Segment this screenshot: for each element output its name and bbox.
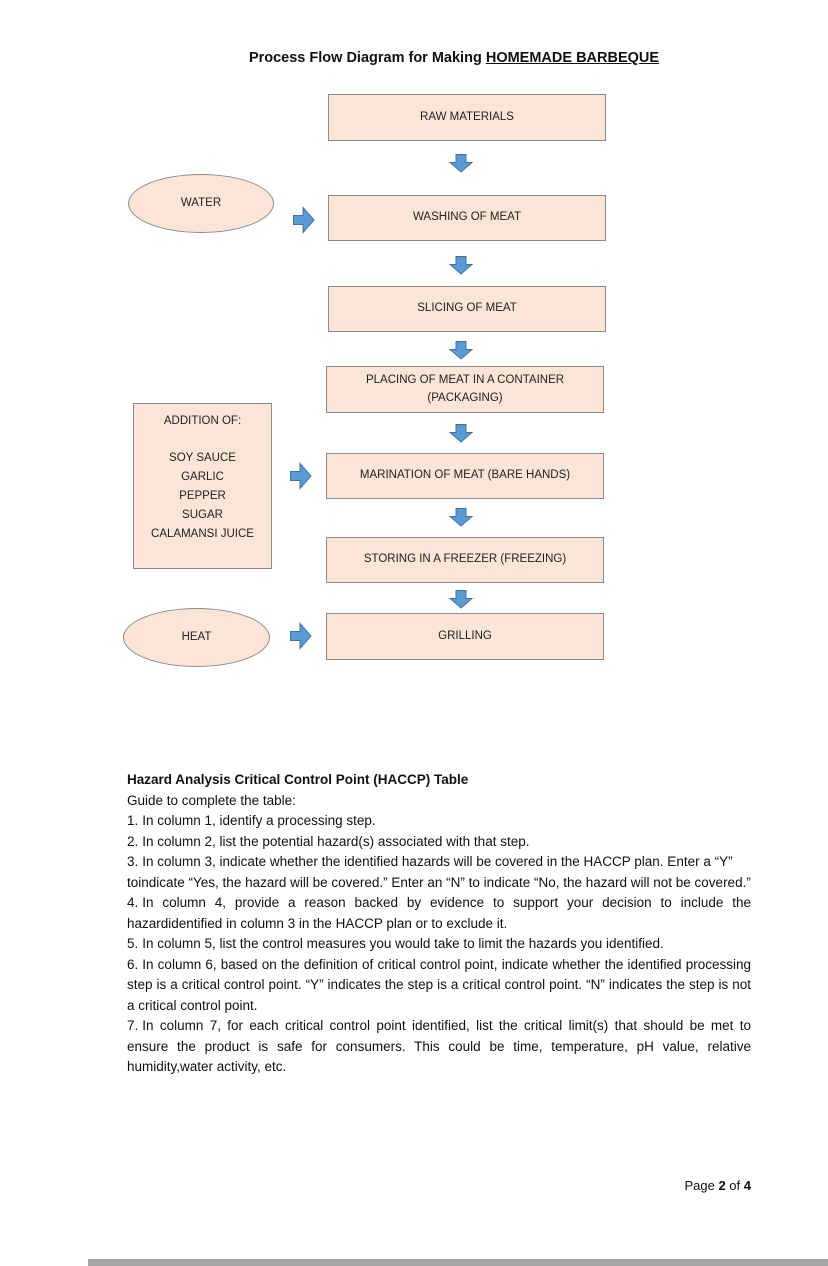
flow-step-storing-in-freezer	[326, 537, 604, 583]
input-addition-box	[133, 403, 272, 569]
item-number: 7.	[127, 1018, 139, 1033]
haccp-item-7	[127, 1016, 751, 1078]
footer-text: of	[725, 1178, 744, 1193]
input-heat-ellipse	[123, 608, 270, 667]
input-label: HEAT	[181, 630, 212, 643]
down-arrow-icon	[449, 154, 473, 173]
right-arrow-icon	[293, 206, 315, 234]
flow-step-label-line2: (PACKAGING)	[427, 391, 503, 404]
item-text: In column 7, for each critical control point identified, list the critical limit(s) that should be met to ensure the product is safe for consumers. This could be time, temperature, pH value, relative humidity,water activity, etc.	[127, 1018, 751, 1074]
item-text: In column 2, list the potential hazard(s) associated with that step.	[142, 833, 530, 849]
footer-text: Page	[684, 1178, 719, 1193]
page-title-prefix: Process Flow Diagram for Making	[248, 50, 486, 66]
flow-step-raw-materials	[328, 94, 606, 141]
haccp-item-1	[127, 811, 751, 832]
flow-step-washing-of-meat	[328, 195, 606, 241]
right-arrow-icon	[290, 622, 312, 650]
addition-item: PEPPER	[179, 490, 226, 503]
flow-step-label: SLICING OF MEAT	[417, 302, 517, 315]
item-number: 1.	[127, 813, 139, 828]
item-text: In column 4, provide a reason backed by evidence to support your decision to include the hazardidentified in column 3 in the HACCP plan or to exclude it.	[127, 895, 751, 931]
footer-current-page: 2	[718, 1178, 726, 1193]
haccp-item-6	[127, 955, 751, 1017]
item-number: 4.	[127, 895, 139, 910]
haccp-subheading: Guide to complete the table:	[127, 792, 296, 808]
right-arrow-icon	[290, 462, 312, 490]
flow-step-marination-of-meat	[326, 453, 604, 499]
flow-step-label: WASHING OF MEAT	[413, 211, 521, 224]
haccp-item-4	[127, 893, 751, 934]
flow-step-grilling	[326, 613, 604, 660]
haccp-guide-section	[127, 770, 751, 1078]
item-text: In column 1, identify a processing step.	[142, 813, 376, 828]
addition-item: CALAMANSI JUICE	[151, 528, 254, 541]
down-arrow-icon	[449, 341, 473, 360]
input-label: WATER	[180, 196, 222, 209]
down-arrow-icon	[449, 256, 473, 275]
haccp-item-5	[127, 934, 751, 955]
haccp-item-3	[127, 852, 751, 893]
flow-step-label: STORING IN A FREEZER (FREEZING)	[363, 553, 567, 566]
page-number-footer	[127, 1178, 751, 1193]
flow-step-slicing-of-meat	[328, 286, 606, 332]
page-title-emphasis: HOMEMADE BARBEQUE	[485, 50, 660, 66]
haccp-heading: Hazard Analysis Critical Control Point (HACCP) Table	[127, 772, 469, 787]
item-text: In column 3, indicate whether the identified hazards will be covered in the HACCP plan. Enter a “Y” toindicate “Yes, the hazard will be covered.” Enter an “N” to indicate “No, the hazard will not be covered.”	[127, 854, 751, 890]
input-water-ellipse	[128, 174, 274, 233]
page-break-edge	[88, 1259, 828, 1266]
haccp-item-2	[127, 832, 751, 853]
down-arrow-icon	[449, 424, 473, 443]
addition-title: ADDITION OF:	[163, 415, 242, 427]
flow-step-label-line1: PLACING OF MEAT IN A CONTAINER	[365, 374, 565, 387]
item-text: In column 5, list the control measures you would take to limit the hazards you identified.	[142, 936, 664, 951]
item-number: 3.	[127, 854, 139, 869]
page-title	[80, 50, 828, 66]
item-text: In column 6, based on the definition of critical control point, indicate whether the identified processing step is a critical control point. “Y” indicates the step is a critical control point. “N” indicates the step is not a critical control point.	[127, 956, 751, 1013]
addition-item: SUGAR	[182, 509, 223, 522]
item-number: 2.	[127, 833, 139, 849]
flow-step-label: MARINATION OF MEAT (BARE HANDS)	[359, 469, 571, 482]
down-arrow-icon	[449, 590, 473, 609]
addition-item: SOY SAUCE	[169, 452, 236, 465]
footer-total-pages: 4	[743, 1178, 751, 1193]
item-number: 6.	[127, 956, 139, 972]
flow-step-label: RAW MATERIALS	[420, 110, 514, 123]
flow-step-label: GRILLING	[438, 629, 492, 642]
down-arrow-icon	[449, 508, 473, 527]
flow-step-placing-of-meat	[326, 366, 604, 413]
addition-item: GARLIC	[181, 471, 224, 484]
item-number: 5.	[127, 936, 139, 951]
